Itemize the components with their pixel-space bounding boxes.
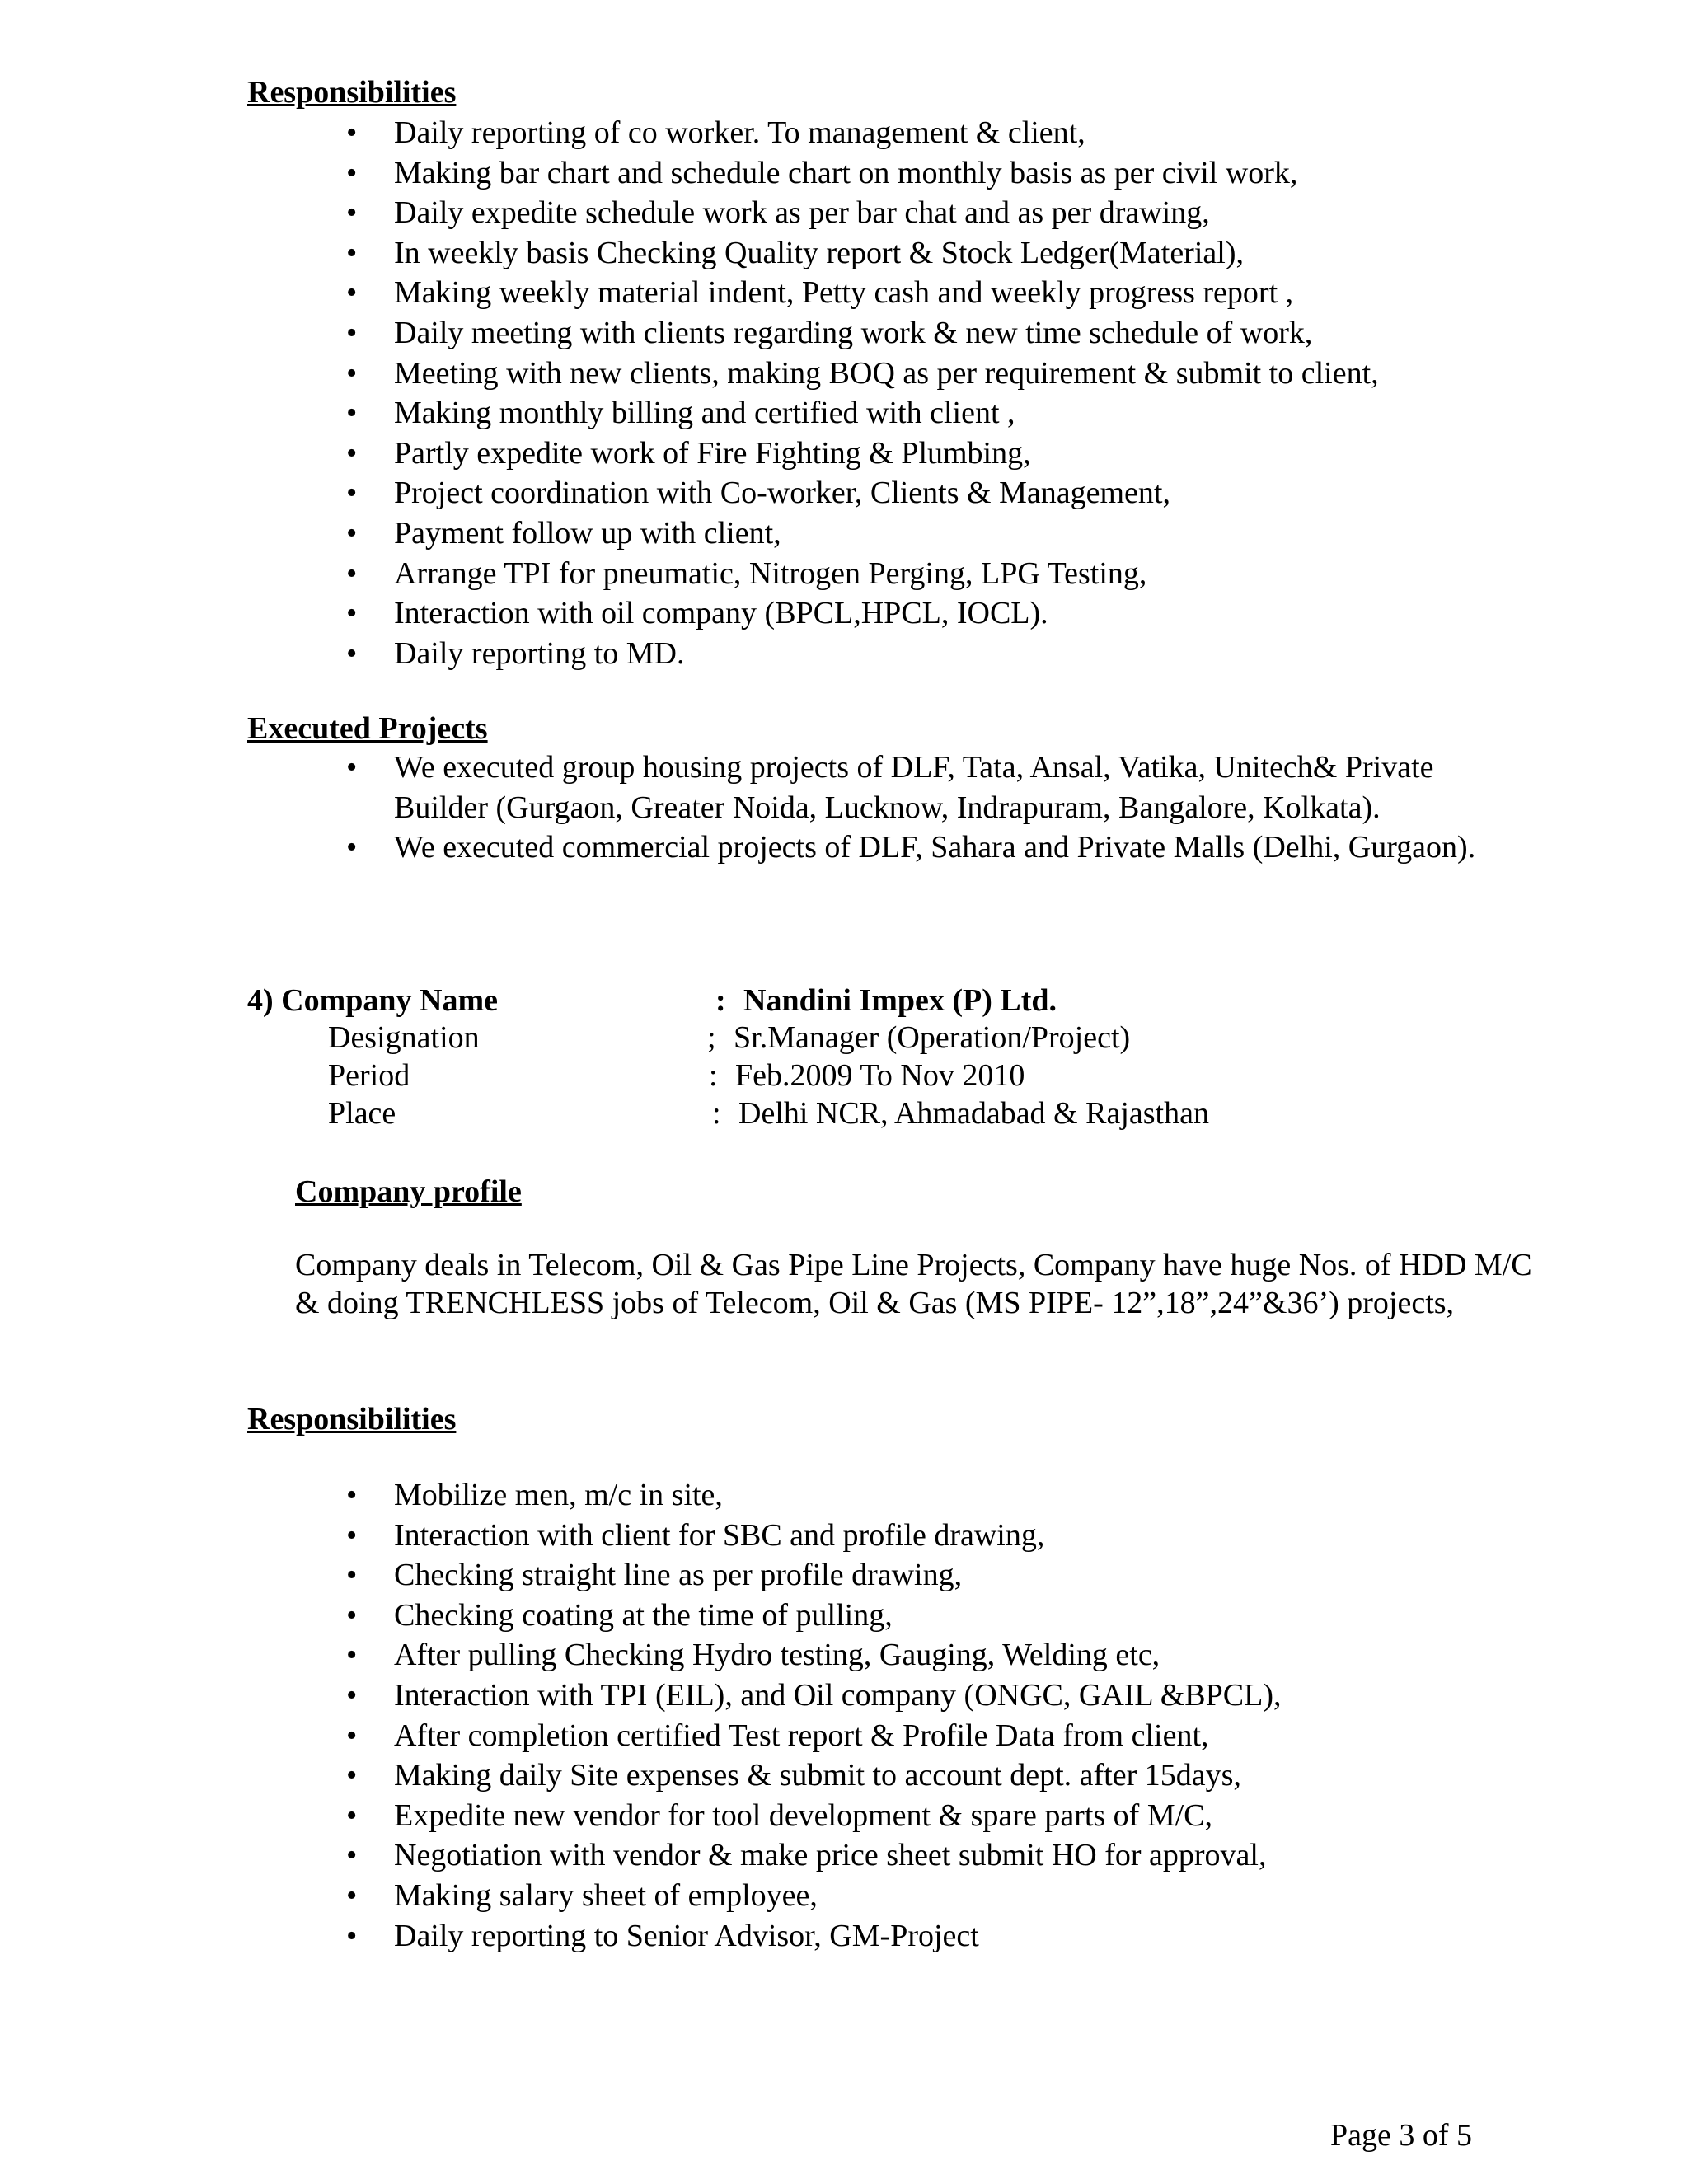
- company-name-value: Nandini Impex (P) Ltd.: [743, 983, 1057, 1018]
- bullet-icon: •: [346, 1758, 358, 1793]
- list-item: [0, 1596, 1281, 1636]
- list-item-text: Making salary sheet of employee,: [394, 1877, 818, 1913]
- bullet-icon: •: [346, 195, 358, 231]
- list-item-text: Checking straight line as per profile drawing,: [394, 1558, 963, 1593]
- period-separator: :: [709, 1058, 718, 1093]
- bullet-icon: •: [346, 830, 358, 865]
- list-item-text: Payment follow up with client,: [394, 515, 781, 551]
- list-item: [0, 1475, 1281, 1516]
- list-item-text: After completion certified Test report & Profile Data from client,: [394, 1718, 1209, 1753]
- place-label: Place: [328, 1096, 396, 1131]
- list-item: [0, 1716, 1281, 1756]
- bullet-icon: •: [346, 115, 358, 150]
- list-item: [0, 634, 1379, 674]
- bullet-icon: •: [346, 155, 358, 190]
- bullet-icon: •: [346, 1677, 358, 1713]
- period-value: Feb.2009 To Nov 2010: [735, 1058, 1025, 1093]
- responsibilities-list: [0, 113, 1379, 673]
- list-item: [0, 1555, 1281, 1596]
- bullet-icon: •: [346, 1517, 358, 1553]
- page-number: Page 3 of 5: [1330, 2118, 1473, 2153]
- bullet-icon: •: [346, 1478, 358, 1512]
- list-item: [0, 554, 1379, 594]
- list-item-text: Interaction with client for SBC and profile drawing,: [394, 1517, 1045, 1553]
- list-item: [0, 1635, 1281, 1675]
- list-item-text: Daily meeting with clients regarding work & new time schedule of work,: [394, 315, 1313, 350]
- list-item-text: After pulling Checking Hydro testing, Gauging, Welding etc,: [394, 1638, 1160, 1673]
- list-item-text: Project coordination with Co-worker, Clients & Management,: [394, 476, 1170, 511]
- bullet-icon: •: [346, 1797, 358, 1833]
- bullet-icon: •: [346, 635, 358, 671]
- list-item-text: Mobilize men, m/c in site,: [394, 1478, 723, 1512]
- list-item-text: We executed group housing projects of DLF, Tata, Ansal, Vatika, Unitech& Private Builder (Gurgaon, Greater Noida, Lucknow, Indrapuram, Bangalore, Kolkata).: [394, 750, 1434, 825]
- period-label: Period: [328, 1058, 410, 1093]
- list-item: [0, 313, 1379, 354]
- bullet-icon: •: [346, 1558, 358, 1593]
- company-name-separator: :: [715, 983, 726, 1018]
- list-item-text: Daily expedite schedule work as per bar chat and as per drawing,: [394, 195, 1210, 231]
- list-item: [0, 354, 1379, 394]
- bullet-icon: •: [346, 396, 358, 431]
- list-item: [0, 1755, 1281, 1796]
- list-item-text: We executed commercial projects of DLF, Sahara and Private Malls (Delhi, Gurgaon).: [394, 830, 1476, 865]
- list-item-text: Daily reporting to MD.: [394, 635, 685, 671]
- bullet-icon: •: [346, 476, 358, 511]
- list-item: [0, 393, 1379, 434]
- bullet-icon: •: [346, 355, 358, 391]
- list-item: [0, 1675, 1281, 1716]
- bullet-icon: •: [346, 275, 358, 311]
- list-item-text: In weekly basis Checking Quality report & Stock Ledger(Material),: [394, 235, 1244, 270]
- list-item-text: Making daily Site expenses & submit to account dept. after 15days,: [394, 1758, 1241, 1793]
- list-item-text: Interaction with oil company (BPCL,HPCL, IOCL).: [394, 596, 1048, 631]
- list-item: [0, 1916, 1281, 1957]
- responsibilities-heading-2: Responsibilities: [247, 1402, 457, 1436]
- list-item-text: Making monthly billing and certified with client ,: [394, 396, 1015, 431]
- responsibilities-heading: Responsibilities: [247, 75, 457, 110]
- list-item-text: Meeting with new clients, making BOQ as per requirement & submit to client,: [394, 355, 1379, 391]
- designation-value: Sr.Manager (Operation/Project): [734, 1020, 1131, 1055]
- list-item: [0, 593, 1379, 634]
- list-item: [0, 1876, 1281, 1916]
- bullet-icon: •: [346, 315, 358, 350]
- company-profile-text: Company deals in Telecom, Oil & Gas Pipe Line Projects, Company have huge Nos. of HDD M/C & doing TRENCHLESS jobs of Telecom, Oil & Gas (MS PIPE- 12”,18”,24”&36’) projects,: [295, 1248, 1532, 1320]
- list-item: [0, 153, 1379, 194]
- list-item: [0, 113, 1379, 153]
- list-item: [0, 1796, 1281, 1836]
- bullet-icon: •: [346, 1877, 358, 1913]
- designation-label: Designation: [328, 1020, 480, 1055]
- list-item-text: Making weekly material indent, Petty cash and weekly progress report ,: [394, 275, 1294, 311]
- company-name-label: 4) Company Name: [247, 983, 498, 1018]
- list-item: [0, 273, 1379, 313]
- list-item: [0, 827, 1498, 868]
- list-item: [0, 473, 1379, 513]
- bullet-icon: •: [346, 555, 358, 591]
- bullet-icon: •: [346, 435, 358, 471]
- list-item-text: Checking coating at the time of pulling,: [394, 1597, 893, 1633]
- responsibilities-list-2: [0, 1475, 1281, 1956]
- list-item: [0, 434, 1379, 474]
- bullet-icon: •: [346, 515, 358, 551]
- bullet-icon: •: [346, 1638, 358, 1673]
- list-item: [0, 748, 1498, 827]
- list-item: [0, 1835, 1281, 1876]
- bullet-icon: •: [346, 750, 358, 785]
- bullet-icon: •: [346, 1918, 358, 1953]
- list-item-text: Arrange TPI for pneumatic, Nitrogen Perging, LPG Testing,: [394, 555, 1147, 591]
- list-item-text: Expedite new vendor for tool development & spare parts of M/C,: [394, 1797, 1213, 1833]
- list-item-text: Partly expedite work of Fire Fighting & Plumbing,: [394, 435, 1031, 471]
- list-item-text: Interaction with TPI (EIL), and Oil company (ONGC, GAIL &BPCL),: [394, 1677, 1282, 1713]
- designation-separator: ;: [707, 1020, 716, 1055]
- executed-projects-heading: Executed Projects: [247, 711, 488, 746]
- bullet-icon: •: [346, 1597, 358, 1633]
- list-item-text: Making bar chart and schedule chart on monthly basis as per civil work,: [394, 155, 1298, 190]
- list-item: [0, 513, 1379, 554]
- bullet-icon: •: [346, 596, 358, 631]
- list-item-text: Daily reporting to Senior Advisor, GM-Project: [394, 1918, 979, 1953]
- list-item: [0, 193, 1379, 233]
- place-value: Delhi NCR, Ahmadabad & Rajasthan: [738, 1096, 1209, 1131]
- company-profile-heading: Company profile: [295, 1174, 522, 1209]
- bullet-icon: •: [346, 1718, 358, 1753]
- place-separator: :: [712, 1096, 721, 1131]
- list-item: [0, 233, 1379, 274]
- list-item-text: Negotiation with vendor & make price sheet submit HO for approval,: [394, 1838, 1267, 1873]
- executed-projects-list: [0, 748, 1498, 868]
- bullet-icon: •: [346, 1838, 358, 1873]
- list-item: [0, 1516, 1281, 1556]
- bullet-icon: •: [346, 235, 358, 270]
- list-item-text: Daily reporting of co worker. To management & client,: [394, 115, 1085, 150]
